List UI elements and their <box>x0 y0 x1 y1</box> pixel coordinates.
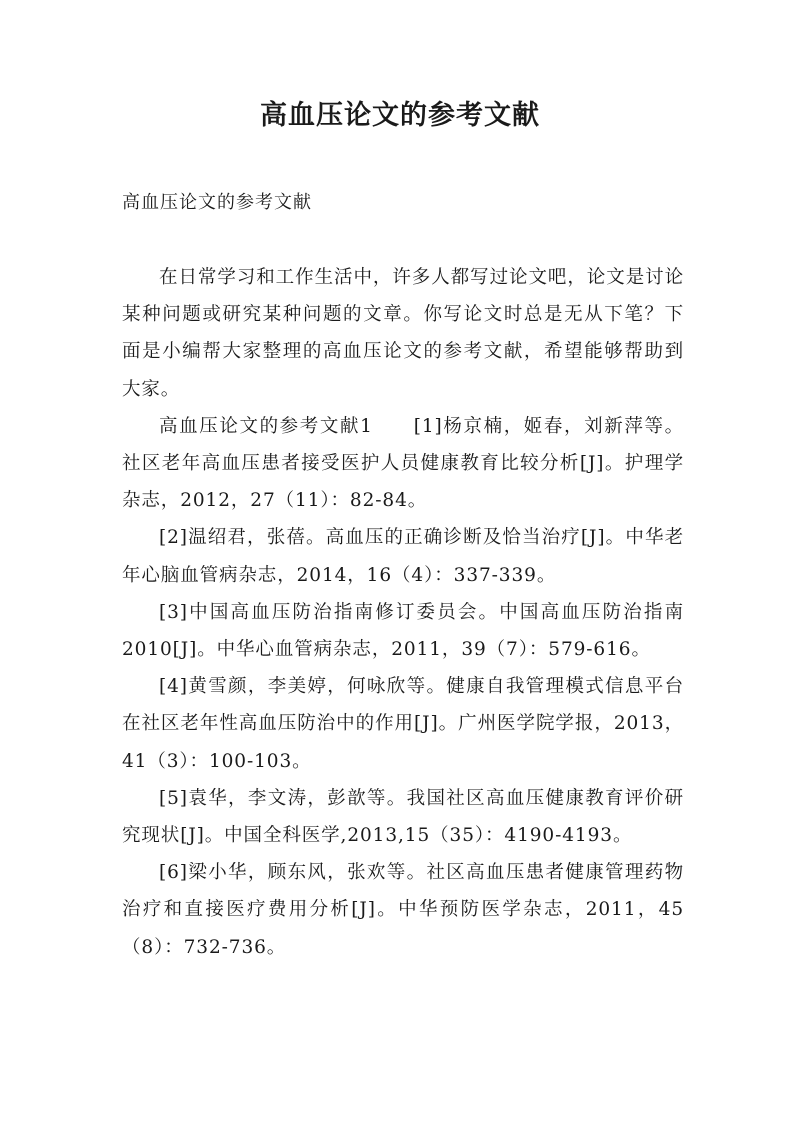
document-body <box>122 259 684 966</box>
document-subtitle: 高血压论文的参考文献 <box>122 192 312 213</box>
page-title: 高血压论文的参考文献 <box>260 100 540 131</box>
reference-item-5: [5]袁华，李文涛，彭歆等。我国社区高血压健康教育评价研究现状[J]。中国全科医学,2013,15（35）：4190-4193。 <box>122 787 684 847</box>
reference-item-2: [2]温绍君，张蓓。高血压的正确诊断及恰当治疗[J]。中华老年心脑血管病杂志，2014，16（4）：337-339。 <box>122 527 684 586</box>
reference-item-6: [6]梁小华，顾东风，张欢等。社区高血压患者健康管理药物治疗和直接医疗费用分析[J]。中华预防医学杂志，2011，45（8）：732-736。 <box>122 862 684 958</box>
reference-item-3: [3]中国高血压防治指南修订委员会。中国高血压防治指南2010[J]。中华心血管病杂志，2011，39（7）：579-616。 <box>122 601 684 661</box>
intro-paragraph: 在日常学习和工作生活中，许多人都写过论文吧，论文是讨论某种问题或研究某种问题的文章。你写论文时总是无从下笔？下面是小编帮大家整理的高血压论文的参考文献，希望能够帮助到大家。 <box>122 267 684 400</box>
reference-item-1: 高血压论文的参考文献1 [1]杨京楠，姬春，刘新萍等。社区老年高血压患者接受医护人员健康教育比较分析[J]。护理学杂志，2012，27（11）：82-84。 <box>122 415 684 512</box>
reference-item-4: [4]黄雪颜，李美婷，何咏欣等。健康自我管理模式信息平台在社区老年性高血压防治中的作用[J]。广州医学院学报，2013，41（3）：100-103。 <box>122 676 684 772</box>
